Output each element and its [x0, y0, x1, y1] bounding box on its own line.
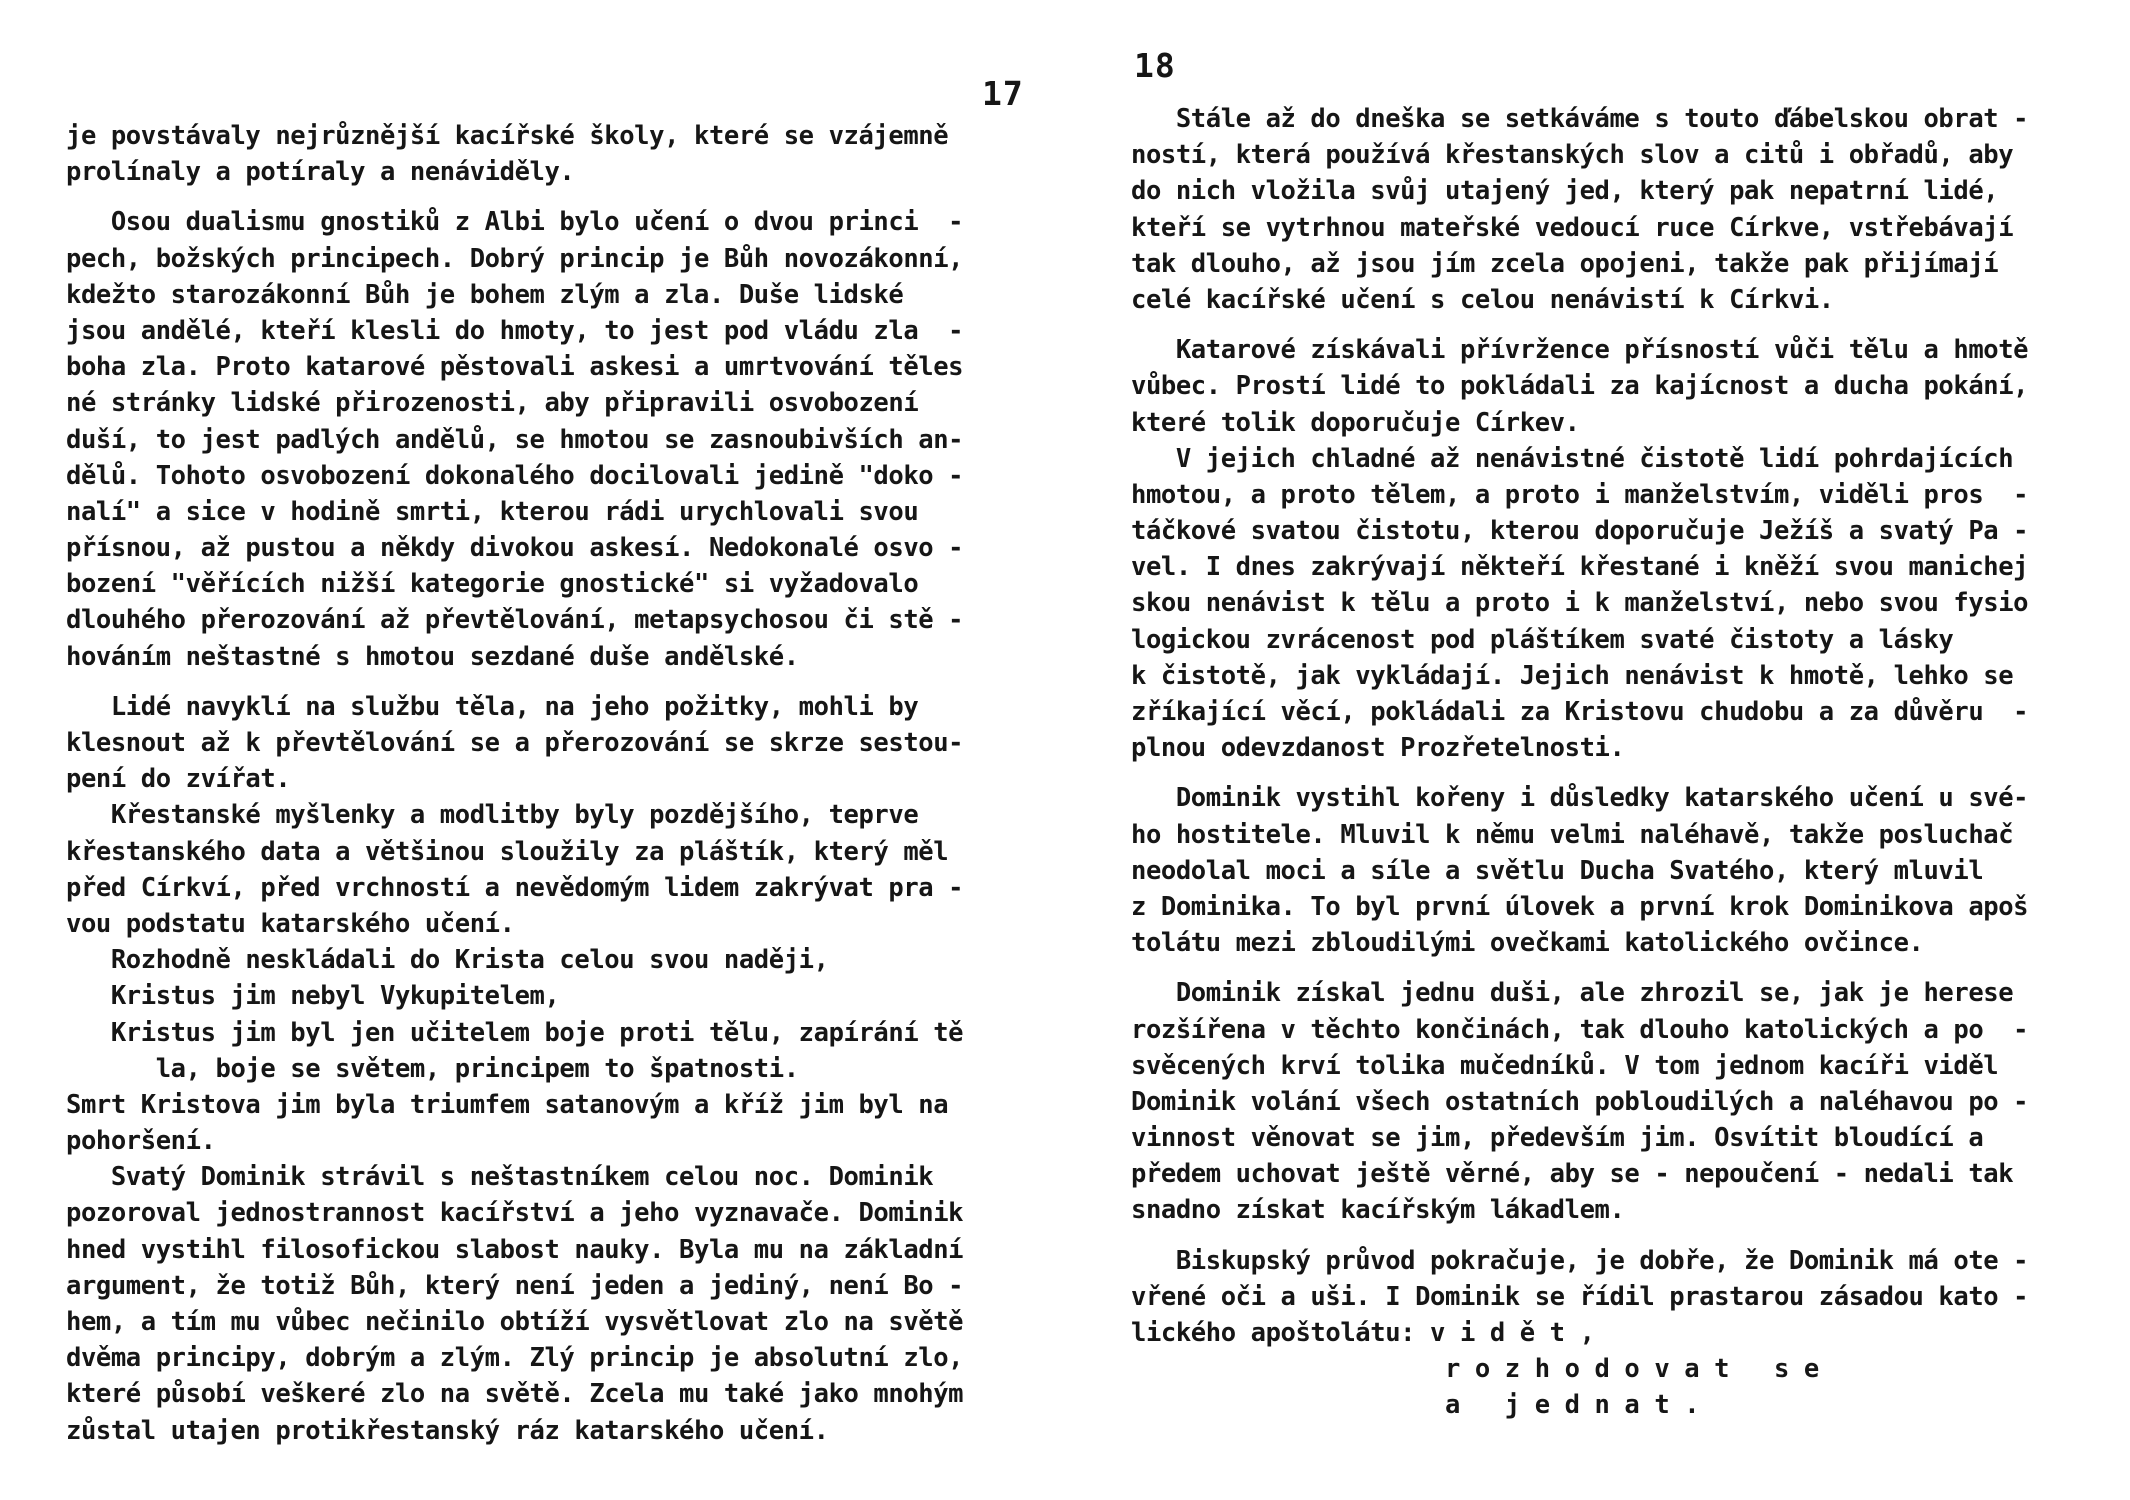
- text-line: Dominik vystihl kořeny i důsledky katarského učení u své-: [1131, 783, 2029, 814]
- text-line: svěcených krví tolika mučedníků. V tom jednom kacíři viděl: [1131, 1050, 1999, 1081]
- text-line: né stránky lidské přirozenosti, aby připravili osvobození: [66, 388, 919, 419]
- text-line: Katarové získávali přívržence přísností vůči tělu a hmotě: [1131, 335, 2029, 366]
- text-line: ho hostitele. Mluvil k němu velmi naléhavě, takže posluchač: [1131, 819, 2014, 850]
- text-line: Kristus jim nebyl Vykupitelem,: [66, 981, 560, 1012]
- text-line: argument, že totiž Bůh, který není jeden a jediný, není Bo -: [66, 1270, 964, 1301]
- text-line: pech, božských principech. Dobrý princip je Bůh novozákonní,: [66, 243, 964, 274]
- text-line: zříkající věcí, pokládali za Kristovu chudobu a za důvěru -: [1131, 697, 2029, 727]
- text-line: Stále až do dneška se setkáváme s touto ďábelskou obrat -: [1131, 104, 2029, 134]
- text-line: dělů. Tohoto osvobození dokonalého docilovali jedině "doko -: [66, 460, 964, 491]
- text-line: neodolal moci a síle a světlu Ducha Svatého, který mluvil: [1131, 855, 1984, 886]
- paragraph-gap: [1131, 1229, 2081, 1243]
- text-line: Křestanské myšlenky a modlitby byly pozdějšího, teprve: [66, 800, 919, 831]
- right-page: [1065, 0, 2130, 1500]
- text-line: Smrt Kristova jim byla triumfem satanovým a kříž jim byl na: [66, 1089, 949, 1120]
- text-line: Rozhodně neskládali do Krista celou svou naději,: [66, 945, 829, 976]
- text-line: Dominik volání všech ostatních pobloudilých a naléhavou po -: [1131, 1086, 2029, 1117]
- paragraph: [66, 118, 1016, 190]
- text-line: tolátu mezi zbloudilými ovečkami katolického ovčince.: [1131, 928, 1924, 959]
- paragraph: [1131, 975, 2081, 1228]
- text-line: pohoršení.: [66, 1126, 216, 1157]
- text-line: bození "věřících nižší kategorie gnostické" si vyžadovalo: [66, 569, 919, 600]
- text-line: boha zla. Proto katarové pěstovali askesi a umrtvování těles: [66, 352, 964, 383]
- text-line: logickou zvrácenost pod pláštíkem svaté čistoty a lásky: [1131, 624, 1954, 655]
- text-line: la, boje se světem, principem to špatnosti.: [66, 1053, 799, 1084]
- text-line: Dominik získal jednu duši, ale zhrozil se, jak je herese: [1131, 978, 2014, 1009]
- text-line: do nich vložila svůj utajený jed, který pak nepatrní lidé,: [1131, 176, 1999, 207]
- text-line: vel. I dnes zakrývají někteří křestané i kněží svou manichej: [1131, 552, 2029, 583]
- text-line: kdežto starozákonní Bůh je bohem zlým a zla. Duše lidské: [66, 279, 904, 310]
- text-line: tak dlouho, až jsou jím zcela opojeni, takže pak přijímají: [1131, 248, 1999, 279]
- text-line: nalí" a sice v hodině smrti, kterou rádi urychlovali svou: [66, 496, 919, 527]
- text-line: dlouhého přerozování až převtělování, metapsychosou či stě -: [66, 605, 964, 636]
- text-line: táčkové svatou čistotu, kterou doporučuje Ježíš a svatý Pa -: [1131, 516, 2029, 547]
- text-line: Biskupský průvod pokračuje, je dobře, že Dominik má ote -: [1131, 1245, 2029, 1276]
- text-line: lického apoštolátu: v i d ě t ,: [1131, 1318, 1595, 1348]
- text-line: rozšířena v těchto končinách, tak dlouho katolických a po -: [1131, 1014, 2029, 1045]
- text-line: celé kacířské učení s celou nenávistí k Církvi.: [1131, 284, 1834, 315]
- text-line: skou nenávist k tělu a proto i k manželství, nebo svou fysio: [1131, 588, 2029, 619]
- text-line: křestanského data a většinou sloužily za pláštík, který měl: [66, 836, 949, 867]
- text-line: hováním neštastné s hmotou sezdané duše andělské.: [66, 641, 799, 672]
- text-line: r o z h o d o v a t s e: [1131, 1354, 1819, 1385]
- text-column: [66, 118, 1016, 1449]
- paragraph-gap: [66, 190, 1016, 204]
- text-line: zůstal utajen protikřestanský ráz katarského učení.: [66, 1415, 829, 1446]
- text-line: z Dominika. To byl první úlovek a první krok Dominikova apoš: [1131, 891, 2029, 922]
- paragraph: [66, 204, 1016, 674]
- text-line: které působí veškeré zlo na světě. Zcela mu také jako mnohým: [66, 1379, 964, 1410]
- paragraph-gap: [1131, 318, 2081, 332]
- text-line: klesnout až k převtělování se a přerozování se skrze sestou-: [66, 728, 964, 758]
- paragraph: [1131, 101, 2081, 318]
- paragraph: [66, 689, 1016, 1449]
- text-line: a j e d n a t .: [1131, 1390, 1700, 1421]
- text-line: kteří se vytrhnou mateřské vedoucí ruce Církve, vstřebávají: [1131, 212, 2014, 243]
- paragraph-gap: [66, 675, 1016, 689]
- text-line: hned vystihl filosofickou slabost nauky. Byla mu na základní: [66, 1234, 964, 1265]
- text-line: předem uchovat ještě věrné, aby se - nepoučení - nedali tak: [1131, 1159, 2014, 1190]
- text-line: před Církví, před vrchností a nevědomým lidem zakrývat pra -: [66, 872, 964, 903]
- page-number: 18: [1134, 46, 1176, 85]
- paragraph: [1131, 1243, 2081, 1424]
- text-line: hem, a tím mu vůbec nečinilo obtíží vysvětlovat zlo na světě: [66, 1307, 964, 1337]
- text-line: hmotou, a proto tělem, a proto i manželstvím, viděli pros -: [1131, 479, 2029, 510]
- text-line: Svatý Dominik strávil s neštastníkem celou noc. Dominik: [66, 1162, 934, 1193]
- paragraph-gap: [1131, 766, 2081, 780]
- text-column: [1131, 101, 2081, 1424]
- text-line: snadno získat kacířským lákadlem.: [1131, 1195, 1625, 1226]
- text-line: jsou andělé, kteří klesli do hmoty, to jest pod vládu zla -: [66, 315, 964, 346]
- paragraph: [1131, 780, 2081, 961]
- text-line: duší, to jest padlých andělů, se hmotou se zasnoubivších an-: [66, 424, 964, 455]
- text-line: pení do zvířat.: [66, 764, 291, 795]
- text-line: vřené oči a uši. I Dominik se řídil prastarou zásadou kato -: [1131, 1281, 2029, 1312]
- text-line: pozoroval jednostrannost kacířství a jeho vyznavače. Dominik: [66, 1198, 964, 1229]
- text-line: Lidé navyklí na službu těla, na jeho požitky, mohli by: [66, 691, 919, 722]
- paragraph: [1131, 332, 2081, 766]
- text-line: plnou odevzdanost Prozřetelnosti.: [1131, 733, 1625, 764]
- page-number: 17: [982, 74, 1024, 113]
- text-line: prolínaly a potíraly a nenáviděly.: [66, 157, 575, 188]
- text-line: vůbec. Prostí lidé to pokládali za kajícnost a ducha pokání,: [1131, 371, 2029, 402]
- text-line: které tolik doporučuje Církev.: [1131, 407, 1580, 438]
- text-line: je povstávaly nejrůznější kacířské školy, které se vzájemně: [66, 121, 949, 151]
- text-line: Kristus jim byl jen učitelem boje proti tělu, zapírání tě: [66, 1017, 964, 1048]
- text-line: vinnost věnovat se jim, především jim. Osvítit bloudící a: [1131, 1123, 1984, 1154]
- text-line: přísnou, až pustou a někdy divokou askesí. Nedokonalé osvo -: [66, 533, 964, 564]
- text-line: V jejich chladné až nenávistné čistotě lidí pohrdajících: [1131, 443, 2014, 474]
- text-line: k čistotě, jak vykládají. Jejich nenávist k hmotě, lehko se: [1131, 660, 2014, 691]
- text-line: Osou dualismu gnostiků z Albi bylo učení o dvou princi -: [66, 207, 964, 238]
- paragraph-gap: [1131, 961, 2081, 975]
- text-line: ností, která používá křestanských slov a citů i obřadů, aby: [1131, 140, 2014, 171]
- text-line: vou podstatu katarského učení.: [66, 908, 515, 939]
- text-line: dvěma principy, dobrým a zlým. Zlý princip je absolutní zlo,: [66, 1343, 964, 1374]
